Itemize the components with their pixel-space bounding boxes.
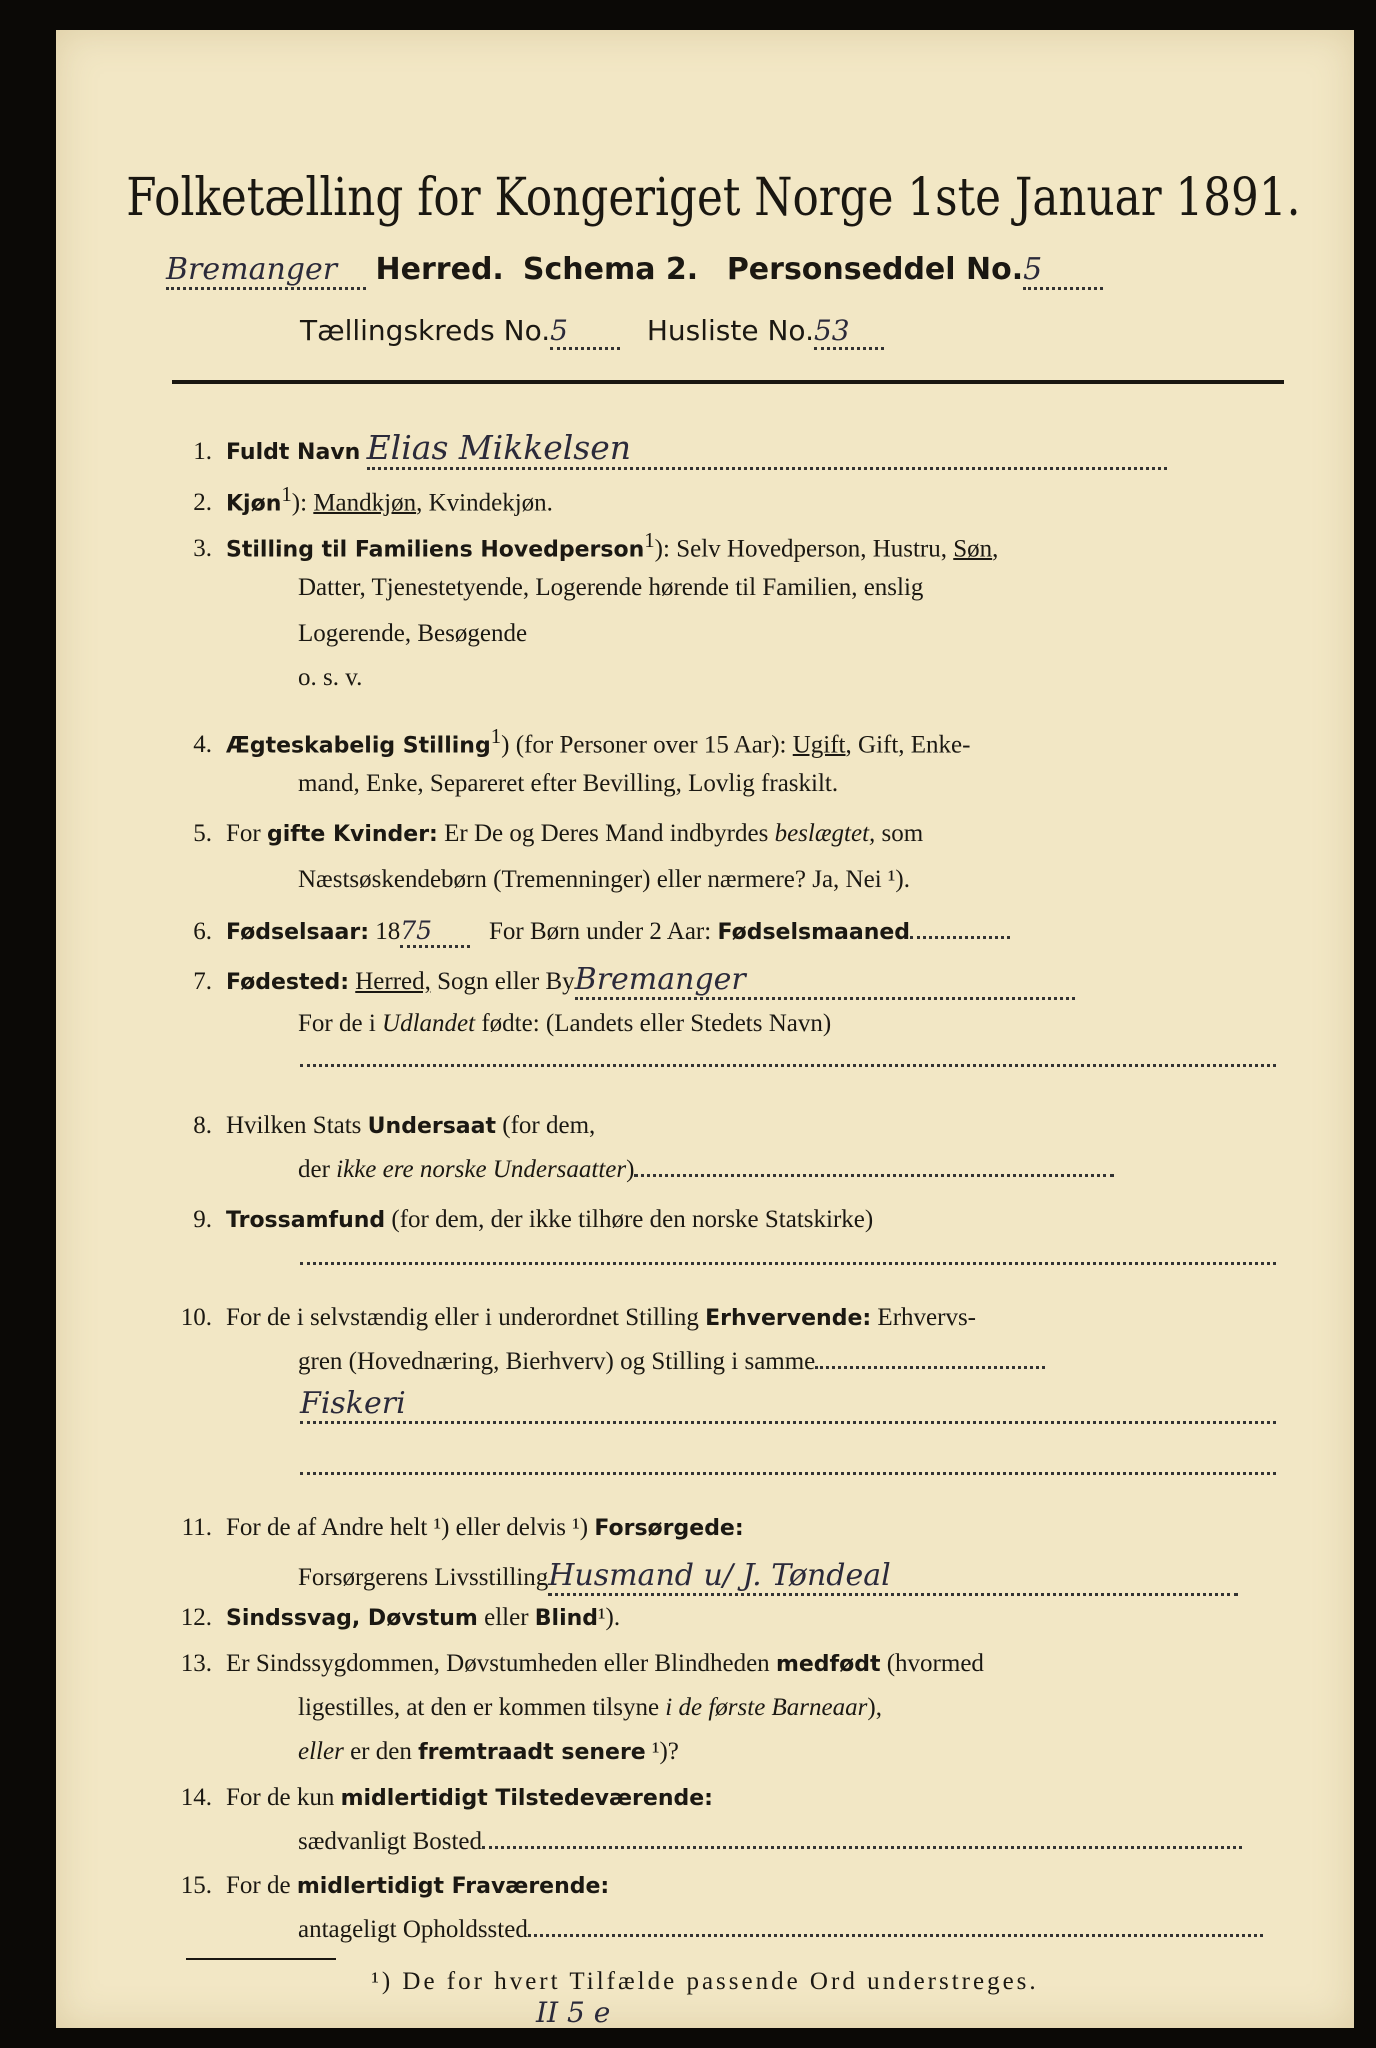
item-number: 5. bbox=[193, 820, 212, 847]
item-label: Sindssvag, Døvstum bbox=[226, 1606, 478, 1631]
option-ugift: Ugift bbox=[792, 731, 846, 759]
item-1 bbox=[150, 428, 1167, 470]
item-number: 14. bbox=[180, 1784, 212, 1811]
item-text: ): bbox=[291, 489, 314, 517]
item-3-line4: o. s. v. bbox=[298, 664, 363, 691]
item-label: Stilling til Familiens Hovedperson bbox=[226, 537, 645, 563]
item-text: For de af Andre helt ¹) eller delvis ¹) bbox=[226, 1514, 595, 1541]
blank-line bbox=[300, 1462, 1276, 1475]
item-14-line2 bbox=[298, 1828, 1242, 1856]
blank-line bbox=[300, 1252, 1276, 1265]
item-text: som bbox=[875, 820, 924, 847]
item-3-line2: Datter, Tjenestetyende, Logerende hørende til Familien, enslig bbox=[298, 574, 924, 601]
item-text: , bbox=[992, 535, 999, 563]
kreds-value: 5 bbox=[550, 314, 620, 350]
item-number: 4. bbox=[193, 731, 212, 759]
kreds-label: Tællingskreds No. bbox=[300, 314, 551, 347]
item-label: Blind bbox=[534, 1606, 599, 1631]
item-text: Er De og Deres Mand indbyrdes bbox=[437, 820, 775, 847]
item-number: 8. bbox=[193, 1112, 212, 1139]
item-number: 2. bbox=[193, 489, 212, 517]
item-text: For de i bbox=[298, 1010, 383, 1037]
item-number: 3. bbox=[193, 535, 212, 563]
herred-value: Bremanger bbox=[166, 252, 366, 290]
provider-value: Husmand u/ J. Tøndeal bbox=[548, 1558, 1238, 1596]
item-text: For de i selvstændig eller i underordnet Stilling bbox=[226, 1304, 706, 1331]
item-text: , Gift, Enke- bbox=[845, 731, 971, 759]
item-5 bbox=[150, 820, 923, 848]
footnote: ¹) De for hvert Tilfælde passende Ord understreges. bbox=[371, 1968, 1039, 1995]
item-7-line2 bbox=[298, 1010, 831, 1038]
blank-line bbox=[815, 1356, 1045, 1369]
item-text: Erhvervs- bbox=[871, 1304, 976, 1331]
item-text: der bbox=[298, 1156, 337, 1183]
item-label: Fødselsmaaned bbox=[717, 920, 911, 945]
item-4 bbox=[150, 724, 970, 759]
footnote-mark: 1 bbox=[281, 482, 292, 506]
item-text: (for dem, bbox=[496, 1112, 596, 1139]
item-text: ), bbox=[867, 1694, 882, 1721]
option-kvindekjon: , Kvindekjøn. bbox=[416, 489, 553, 517]
item-text: For de kun bbox=[226, 1784, 341, 1811]
item-text: ) (for Personer over 15 Aar): bbox=[501, 731, 793, 759]
item-text: fødte: (Landets eller Stedets Navn) bbox=[475, 1010, 832, 1037]
footnote-rule bbox=[186, 1958, 336, 1960]
item-11-line2 bbox=[298, 1558, 1238, 1596]
year-prefix: 18 bbox=[369, 918, 401, 945]
item-label: gifte Kvinder: bbox=[266, 822, 438, 847]
item-number: 9. bbox=[193, 1206, 212, 1233]
item-text: For de bbox=[226, 1872, 297, 1899]
item-number: 11. bbox=[181, 1514, 212, 1541]
item-7 bbox=[150, 962, 1075, 1000]
footnote-mark: 1 bbox=[490, 724, 502, 748]
item-13-line3 bbox=[298, 1738, 679, 1766]
item-6 bbox=[150, 916, 1010, 948]
item-text: i de første Barneaar bbox=[665, 1694, 868, 1721]
item-10-line2 bbox=[298, 1348, 1045, 1376]
item-number: 12. bbox=[180, 1604, 212, 1631]
item-label: Trossamfund bbox=[226, 1208, 386, 1233]
item-number: 15. bbox=[180, 1872, 212, 1899]
bottom-handwriting: II 5 e bbox=[536, 1996, 611, 2029]
item-label: midlertidigt Fraværende: bbox=[296, 1874, 610, 1899]
item-text: beslægtet, bbox=[774, 820, 876, 847]
item-label: Kjøn bbox=[226, 491, 282, 517]
blank-line bbox=[300, 1054, 1276, 1067]
option-herred: Herred, bbox=[355, 968, 431, 995]
item-text: ¹)? bbox=[645, 1738, 679, 1765]
item-label: Fødselsaar: bbox=[226, 920, 369, 945]
item-number: 7. bbox=[193, 968, 212, 995]
item-14 bbox=[150, 1784, 713, 1812]
item-text: ligestilles, at den er kommen tilsyne bbox=[298, 1694, 666, 1721]
name-value: Elias Mikkelsen bbox=[367, 428, 1167, 470]
item-text: Er Sindssygdommen, Døvstumheden eller Blindheden bbox=[226, 1650, 776, 1677]
item-text: Hvilken Stats bbox=[226, 1112, 368, 1139]
item-text: ikke ere norske Undersaatter bbox=[336, 1156, 627, 1183]
item-2 bbox=[150, 482, 553, 517]
item-number: 6. bbox=[193, 918, 212, 945]
item-number: 10. bbox=[180, 1304, 212, 1331]
item-text: ¹). bbox=[598, 1604, 621, 1631]
item-10 bbox=[150, 1304, 976, 1332]
blank-line bbox=[910, 926, 1010, 939]
option-mandkjon: Mandkjøn bbox=[313, 489, 417, 517]
item-label: Fuldt Navn bbox=[226, 440, 361, 465]
herred-label: Herred. bbox=[375, 252, 504, 287]
item-9 bbox=[150, 1206, 873, 1234]
blank-line bbox=[482, 1836, 1242, 1849]
item-text: (for dem, der ikke tilhøre den norske Statskirke) bbox=[385, 1206, 874, 1233]
birthplace-value: Bremanger bbox=[575, 962, 1075, 1000]
item-text: ) bbox=[626, 1156, 635, 1183]
item-label: Fødested: bbox=[226, 970, 349, 995]
item-number: 1. bbox=[193, 438, 212, 465]
item-15 bbox=[150, 1872, 609, 1900]
kreds-line bbox=[300, 314, 884, 350]
blank-line bbox=[634, 1164, 1114, 1177]
birth-year-value: 75 bbox=[400, 916, 470, 948]
item-11 bbox=[150, 1514, 744, 1542]
item-3 bbox=[150, 528, 998, 563]
item-10-line3 bbox=[300, 1386, 1276, 1424]
item-4-line2: mand, Enke, Separeret efter Bevilling, Lovlig fraskilt. bbox=[298, 770, 839, 797]
item-text: eller bbox=[477, 1604, 535, 1631]
form-title: Folketælling for Kongeriget Norge 1ste Januar 1891. bbox=[126, 168, 1301, 228]
footnote-mark: 1 bbox=[644, 528, 655, 552]
item-5-line2: Næstsøskendebørn (Tremenninger) eller nærmere? Ja, Nei ¹). bbox=[298, 866, 910, 893]
item-label: medfødt bbox=[775, 1652, 881, 1677]
item-8-line2 bbox=[298, 1156, 1114, 1184]
item-text: gren (Hovednæring, Bierhverv) og Stilling i samme bbox=[298, 1348, 816, 1375]
husliste-value: 53 bbox=[814, 314, 884, 350]
item-text: For bbox=[226, 820, 267, 847]
item-label: Forsørgede: bbox=[594, 1516, 744, 1541]
item-text: er den bbox=[343, 1738, 419, 1765]
option-son: Søn bbox=[953, 535, 993, 563]
item-13-line2 bbox=[298, 1694, 882, 1722]
herred-line bbox=[166, 252, 1103, 290]
item-text: eller bbox=[298, 1738, 344, 1765]
census-form bbox=[56, 30, 1354, 2028]
item-8 bbox=[150, 1112, 595, 1140]
item-number: 13. bbox=[180, 1650, 212, 1677]
personseddel-value: 5 bbox=[1023, 252, 1103, 290]
schema-label: Schema 2. bbox=[522, 252, 699, 287]
item-label: Ægteskabelig Stilling bbox=[226, 733, 491, 759]
item-15-line2 bbox=[298, 1916, 1263, 1944]
item-12 bbox=[150, 1604, 620, 1632]
item-label: Undersaat bbox=[367, 1114, 497, 1139]
husliste-label: Husliste No. bbox=[646, 314, 814, 347]
item-text: Forsørgerens Livsstilling bbox=[298, 1564, 549, 1591]
item-text: ): Selv Hovedperson, Hustru, bbox=[654, 535, 954, 563]
item-text: For Børn under 2 Aar: bbox=[489, 918, 718, 945]
personseddel-label: Personseddel No. bbox=[726, 252, 1024, 287]
item-text: sædvanligt Bosted bbox=[298, 1828, 483, 1855]
item-text: Udlandet bbox=[382, 1010, 476, 1037]
item-label: Erhvervende: bbox=[705, 1306, 872, 1331]
item-text: (hvormed bbox=[880, 1650, 984, 1677]
item-label: midlertidigt Tilstedeværende: bbox=[340, 1786, 713, 1811]
item-13 bbox=[150, 1650, 984, 1678]
occupation-value: Fiskeri bbox=[300, 1386, 1276, 1424]
item-3-line3: Logerende, Besøgende bbox=[298, 620, 528, 647]
item-text: antageligt Opholdssted bbox=[298, 1916, 528, 1943]
blank-line bbox=[528, 1924, 1263, 1937]
item-text: Sogn eller By bbox=[430, 968, 575, 995]
header-rule bbox=[172, 380, 1284, 384]
item-label: fremtraadt senere bbox=[418, 1740, 646, 1765]
